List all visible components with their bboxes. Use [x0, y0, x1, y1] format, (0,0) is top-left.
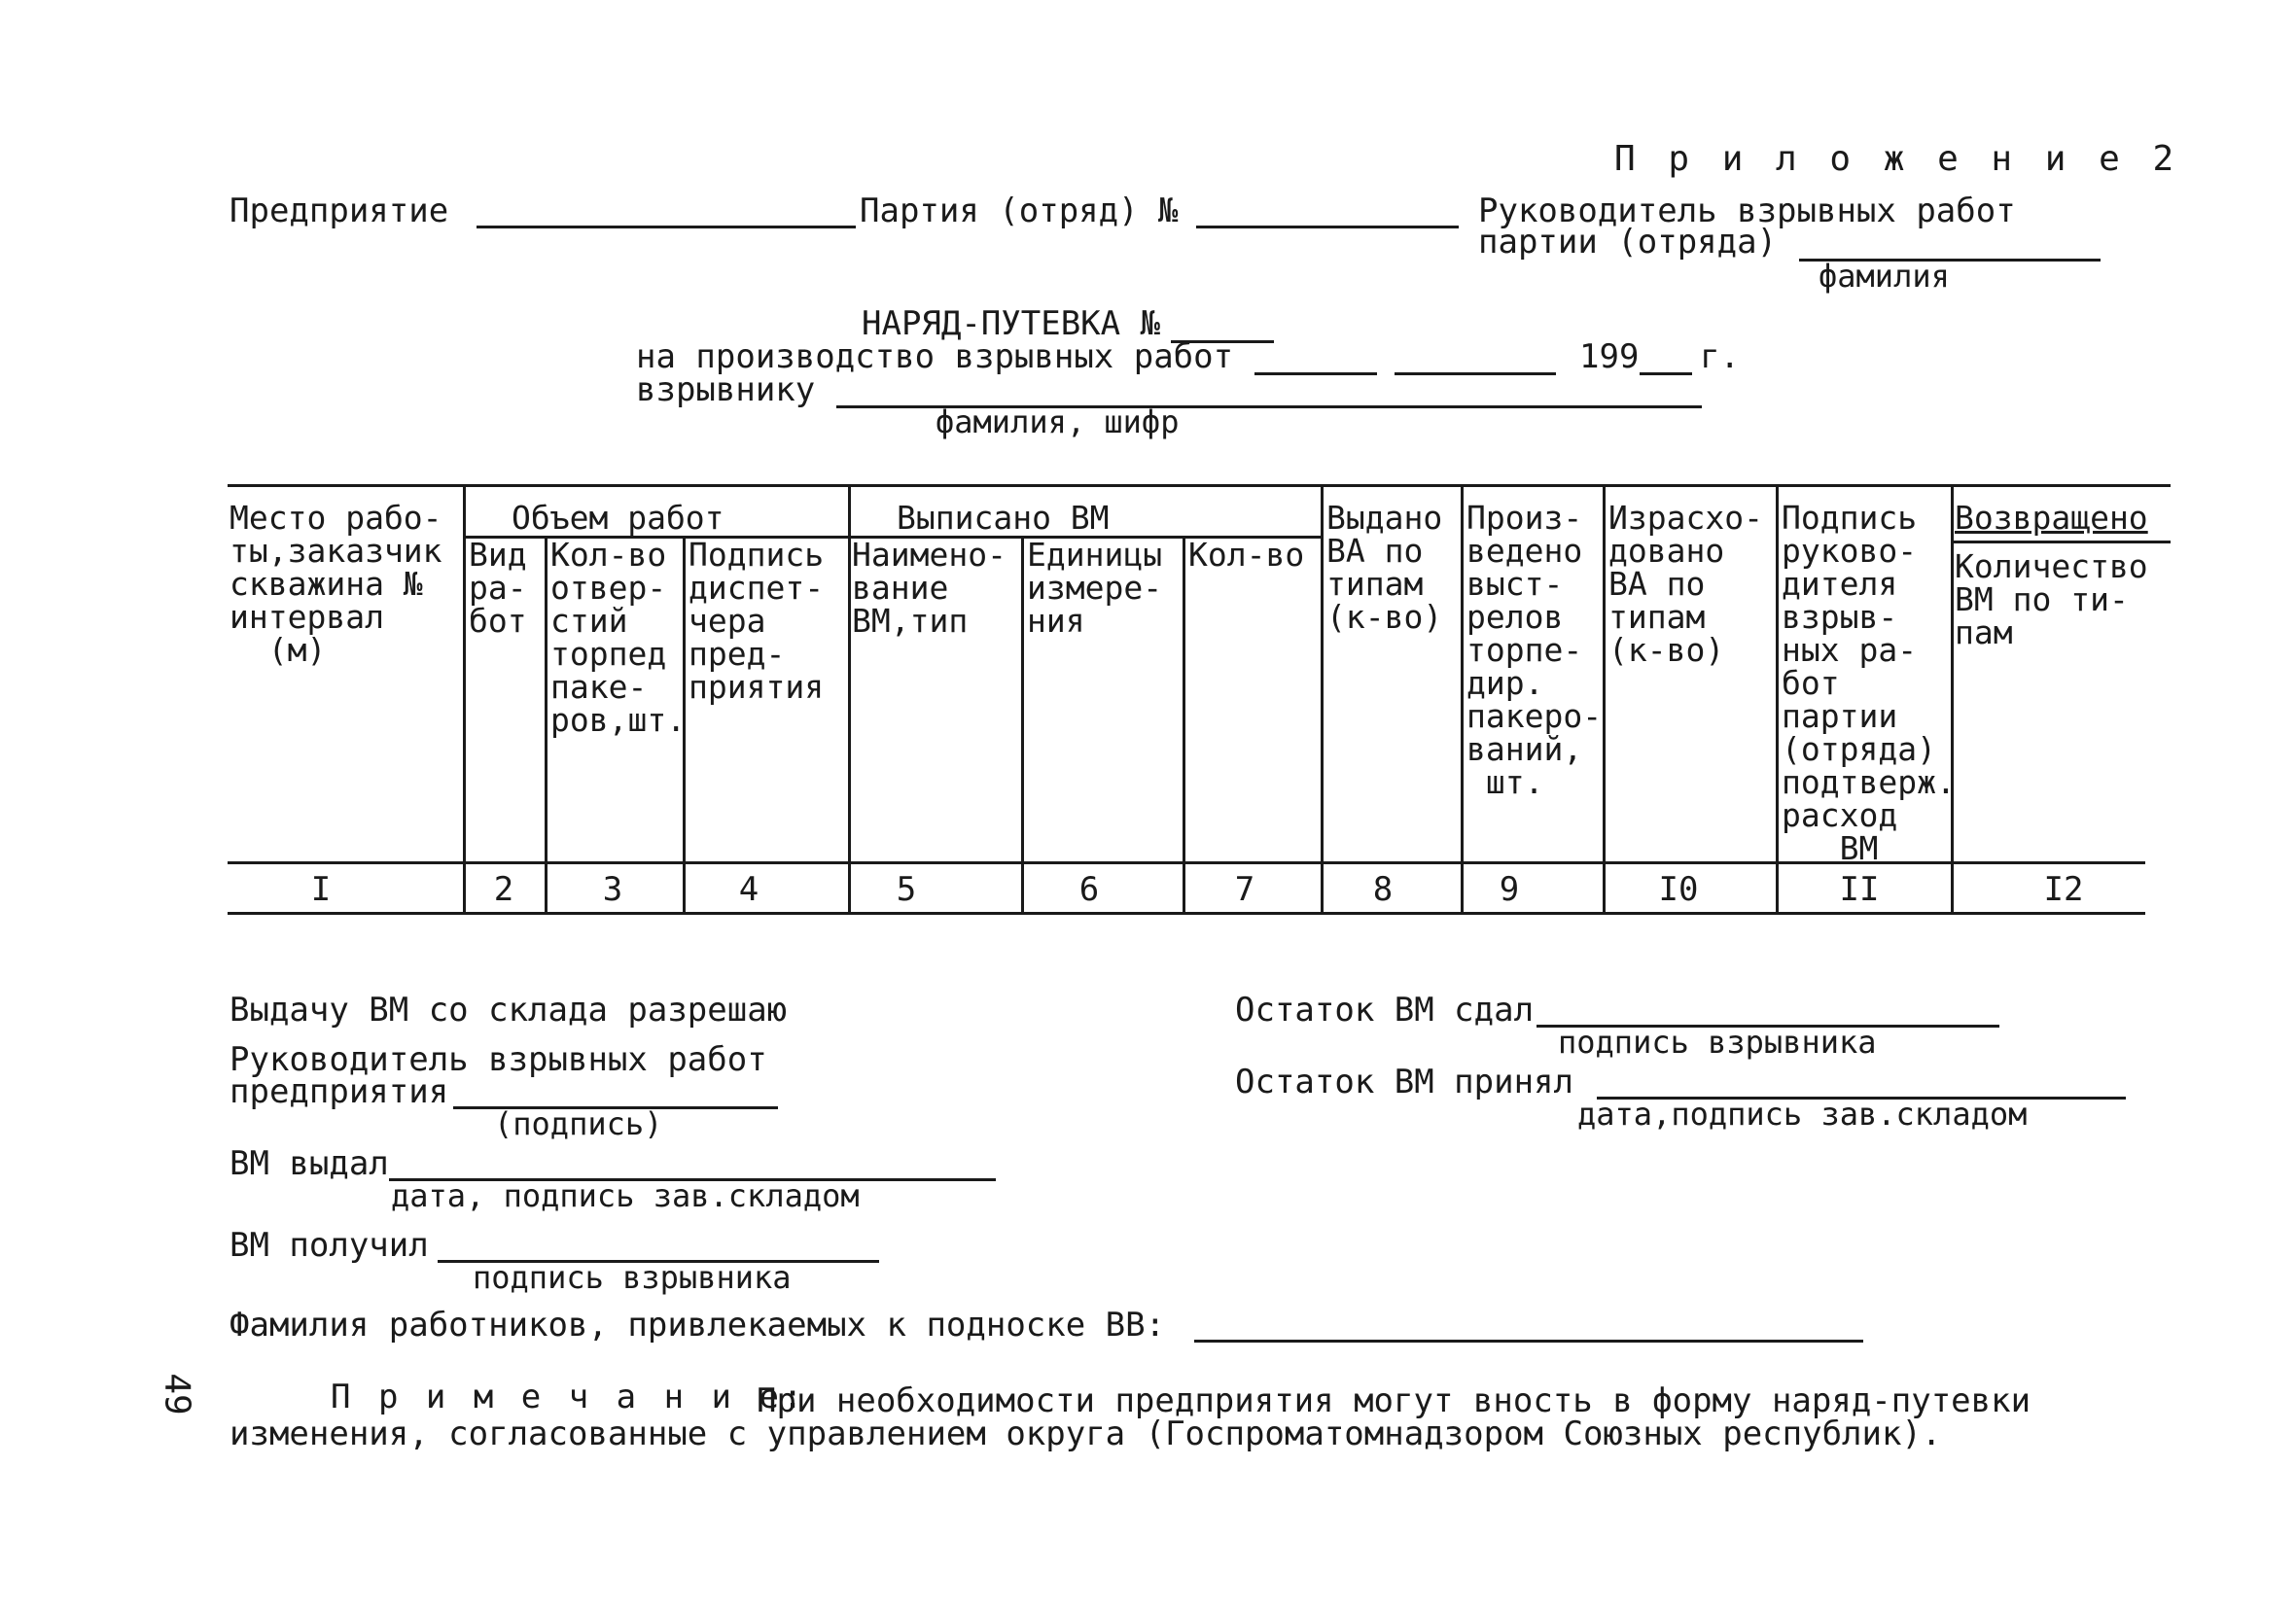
col-number: 9 — [1499, 870, 1520, 909]
col-number: I — [310, 870, 332, 909]
order-line2: на производство взрывных работ — [636, 337, 1234, 376]
table-bottom-rule — [228, 912, 2145, 915]
col-number: 6 — [1078, 870, 1100, 909]
enterprise-head-line2: предприятия — [230, 1072, 449, 1111]
order-title: НАРЯД-ПУТЕВКА № — [862, 304, 1161, 343]
col-number: 2 — [493, 870, 514, 909]
col-divider-9 — [1603, 486, 1606, 914]
workers-label: Фамилия работников, привлекаемых к подноске ВВ: — [230, 1306, 1166, 1345]
surname-caption: фамилия — [1819, 258, 1950, 295]
order-year-suffix: г. — [1700, 337, 1740, 376]
col-divider-10 — [1776, 486, 1779, 914]
col10-header: Израсхо- довано ВА по типам (к-во) — [1608, 499, 1763, 669]
handed-caption: подпись взрывника — [1558, 1024, 1877, 1061]
received-label: ВМ получил — [230, 1226, 429, 1265]
col-divider-1 — [463, 486, 466, 914]
order-year: 199 — [1579, 337, 1640, 376]
col-number: 7 — [1234, 870, 1255, 909]
col11-header: Подпись руково- дителя взрыв- ных ра- бот партии (отряда) подтверж. расход ВМ — [1782, 499, 1956, 867]
accepted-label: Остаток ВМ принял — [1235, 1063, 1573, 1101]
enterprise-head-line1: Руководитель взрывных работ — [230, 1040, 767, 1079]
col1-header: Место рабо- ты,заказчик скважина № интервал (м) — [230, 499, 442, 669]
col-divider-4 — [848, 486, 851, 914]
head-label-line1: Руководитель взрывных работ — [1478, 192, 2016, 230]
col4-header: Подпись диспет- чера пред- приятия — [689, 536, 825, 706]
col8-header: Выдано ВА по типам (к-во) — [1326, 499, 1443, 636]
note-prefix: П р и м е ч а н и е: — [331, 1378, 807, 1416]
group-issued-header: Выписано ВМ — [897, 499, 1110, 537]
received-caption: подпись взрывника — [473, 1259, 792, 1296]
order-month-field[interactable] — [1395, 372, 1556, 375]
note-line2: изменения, согласованные с управлением округа (Госпроматомнадзором Союзных республик). — [230, 1415, 1942, 1453]
col-divider-7 — [1321, 486, 1324, 914]
workers-field[interactable] — [1194, 1340, 1863, 1343]
col-divider-8 — [1461, 486, 1464, 914]
col-number: I2 — [2043, 870, 2084, 909]
col-number: 4 — [738, 870, 759, 909]
col-divider-6 — [1183, 536, 1185, 914]
col7-header: Кол-во — [1188, 536, 1305, 574]
order-day-field[interactable] — [1254, 372, 1377, 375]
note-line1: При необходимости предприятия могут вность в форму наряд-путевки — [757, 1381, 2031, 1420]
page-number: 49 — [157, 1373, 197, 1415]
accepted-caption: дата,подпись зав.складом — [1577, 1096, 2028, 1133]
col-number: I0 — [1658, 870, 1699, 909]
party-number-field[interactable] — [1196, 226, 1459, 228]
head-label-line2: партии (отряда) — [1478, 223, 1778, 262]
appendix-title: П р и л о ж е н и е 2 — [1614, 139, 2180, 179]
table-group-rule-returned — [1951, 541, 2171, 543]
col9-header: Произ- ведено выст- релов торпе- дир. пакеро- ваний, шт. — [1466, 499, 1603, 801]
col6-header: Единицы измере- ния — [1027, 536, 1163, 640]
enterprise-label: Предприятие — [230, 192, 449, 230]
group-volume-header: Объем работ — [512, 499, 724, 537]
party-label: Партия (отряд) № — [860, 192, 1179, 230]
col12-header: Количество ВМ по ти- пам — [1955, 547, 2148, 651]
permit-text: Выдачу ВМ со склада разрешаю — [230, 991, 788, 1030]
col2-header: Вид ра- бот — [469, 536, 527, 640]
handed-label: Остаток ВМ сдал — [1235, 991, 1535, 1030]
blaster-label: взрывнику — [636, 370, 816, 409]
col-number: 3 — [602, 870, 623, 909]
col5-header: Наимено- вание ВМ,тип — [852, 536, 1007, 640]
issued-label: ВМ выдал — [230, 1144, 389, 1183]
issued-caption: дата, подпись зав.складом — [391, 1177, 860, 1214]
col-number: 5 — [896, 870, 917, 909]
col-number: II — [1839, 870, 1880, 909]
order-year-field[interactable] — [1640, 372, 1692, 375]
signature-caption: (подпись) — [494, 1105, 663, 1142]
group-returned-header: Возвращено — [1955, 499, 2148, 537]
col-number: 8 — [1372, 870, 1394, 909]
col-divider-2 — [545, 536, 548, 914]
col-divider-5 — [1021, 536, 1024, 914]
enterprise-field[interactable] — [477, 226, 856, 228]
blaster-caption: фамилия, шифр — [936, 403, 1180, 440]
col3-header: Кол-во отвер- стий торпед паке- ров,шт. — [550, 536, 687, 739]
table-top-rule — [228, 484, 2171, 487]
